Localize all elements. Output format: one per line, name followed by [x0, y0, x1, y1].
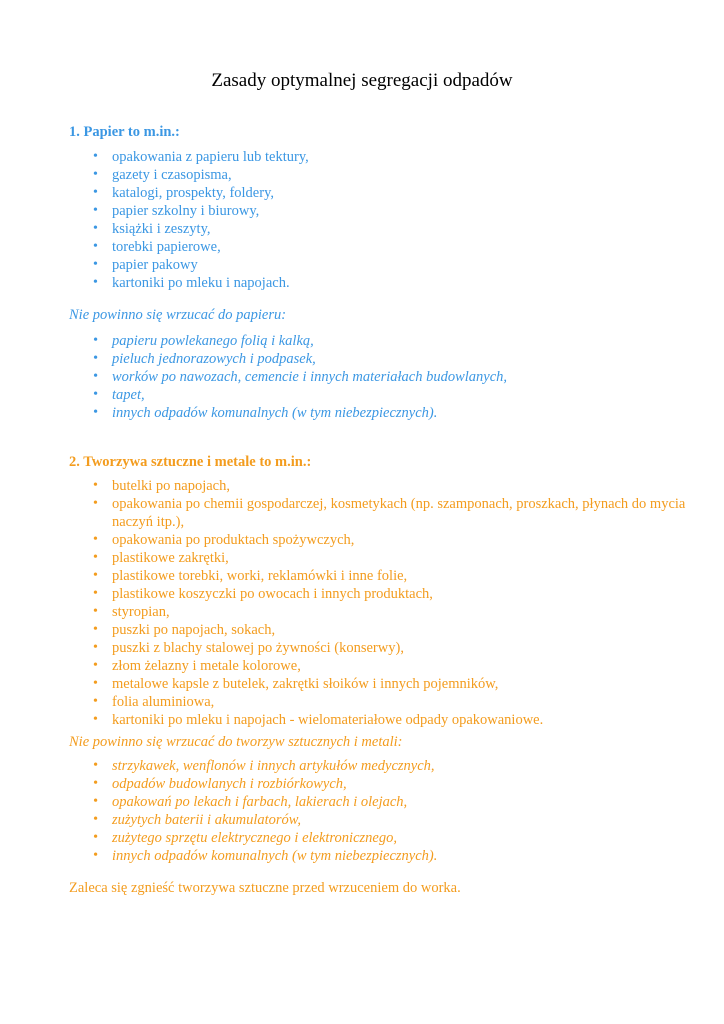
- list-item: • puszki po napojach, sokach,: [93, 622, 276, 638]
- bullet-icon: •: [93, 496, 98, 511]
- bullet-icon: •: [93, 848, 98, 863]
- list-item: • kartoniki po mleku i napojach - wielomateriałowe odpady opakowaniowe.: [93, 712, 544, 728]
- plastic-not-list-block: [69, 757, 694, 865]
- bullet-icon: •: [93, 221, 98, 236]
- bullet-icon: •: [93, 568, 98, 583]
- list-item: • papier pakowy: [93, 257, 198, 273]
- list-item: • butelki po napojach,: [93, 478, 230, 494]
- list-item: • katalogi, prospekty, foldery,: [93, 185, 275, 201]
- bullet-icon: •: [93, 604, 98, 619]
- list-item: • złom żelazny i metale kolorowe,: [93, 658, 301, 674]
- bullet-icon: •: [93, 185, 98, 200]
- bullet-icon: •: [93, 712, 98, 727]
- bullet-icon: •: [93, 532, 98, 547]
- plastic-footer-block: [69, 879, 694, 897]
- list-item: • papieru powlekanego folią i kalką,: [93, 333, 314, 349]
- bullet-icon: •: [93, 622, 98, 637]
- list-item: • opakowania z papieru lub tektury,: [93, 149, 309, 165]
- paper-heading-block: [69, 123, 694, 141]
- paper-list-block: [69, 148, 694, 292]
- list-item: • metalowe kapsle z butelek, zakrętki słoików i innych pojemników,: [93, 676, 499, 692]
- list-item: • opakowania po chemii gospodarczej, kosmetykach (np. szamponach, proszkach, płynach do mycia naczyń itp.),: [93, 496, 686, 530]
- bullet-icon: •: [93, 405, 98, 420]
- bullet-icon: •: [93, 478, 98, 493]
- list-item: • papier szkolny i biurowy,: [93, 203, 260, 219]
- paper-not-list: [69, 332, 694, 422]
- plastic-footer-note: Zaleca się zgnieść tworzywa sztuczne przed wrzuceniem do worka.: [69, 880, 461, 896]
- bullet-icon: •: [93, 830, 98, 845]
- bullet-icon: •: [93, 333, 98, 348]
- bullet-icon: •: [93, 550, 98, 565]
- list-item: • styropian,: [93, 604, 170, 620]
- bullet-icon: •: [93, 369, 98, 384]
- list-item: • worków po nawozach, cemencie i innych materiałach budowlanych,: [93, 369, 508, 385]
- plastic-not-list: [69, 757, 694, 865]
- bullet-icon: •: [93, 794, 98, 809]
- bullet-icon: •: [93, 203, 98, 218]
- bullet-icon: •: [93, 257, 98, 272]
- bullet-icon: •: [93, 658, 98, 673]
- plastic-heading: 2. Tworzywa sztuczne i metale to m.in.:: [69, 454, 312, 470]
- list-item: • puszki z blachy stalowej po żywności (konserwy),: [93, 640, 404, 656]
- list-item: • innych odpadów komunalnych (w tym niebezpiecznych).: [93, 848, 438, 864]
- bullet-icon: •: [93, 167, 98, 182]
- plastic-not-heading: Nie powinno się wrzucać do tworzyw sztucznych i metali:: [69, 734, 403, 750]
- list-item: • plastikowe torebki, worki, reklamówki i inne folie,: [93, 568, 408, 584]
- bullet-icon: •: [93, 149, 98, 164]
- list-item: • książki i zeszyty,: [93, 221, 211, 237]
- list-item: • odpadów budowlanych i rozbiórkowych,: [93, 776, 347, 792]
- bullet-icon: •: [93, 640, 98, 655]
- list-item: • plastikowe koszyczki po owocach i innych produktach,: [93, 586, 433, 602]
- list-item: • opakowania po produktach spożywczych,: [93, 532, 355, 548]
- list-item: • gazety i czasopisma,: [93, 167, 232, 183]
- list-item: • innych odpadów komunalnych (w tym niebezpiecznych).: [93, 405, 438, 421]
- bullet-icon: •: [93, 758, 98, 773]
- list-item: • torebki papierowe,: [93, 239, 221, 255]
- paper-list: [69, 148, 694, 292]
- bullet-icon: •: [93, 275, 98, 290]
- plastic-list-block: [69, 477, 694, 729]
- list-item: • pieluch jednorazowych i podpasek,: [93, 351, 316, 367]
- paper-not-list-block: [69, 332, 694, 422]
- list-item: • strzykawek, wenflonów i innych artykułów medycznych,: [93, 758, 435, 774]
- page-title: Zasady optymalnej segregacji odpadów: [211, 70, 513, 91]
- list-item: • tapet,: [93, 387, 145, 403]
- paper-not-heading-block: [69, 306, 694, 324]
- bullet-icon: •: [93, 694, 98, 709]
- paper-heading: 1. Papier to m.in.:: [69, 124, 180, 140]
- bullet-icon: •: [93, 676, 98, 691]
- bullet-icon: •: [93, 239, 98, 254]
- list-item: • opakowań po lekach i farbach, lakierach i olejach,: [93, 794, 408, 810]
- bullet-icon: •: [93, 351, 98, 366]
- list-item: • zużytego sprzętu elektrycznego i elektronicznego,: [93, 830, 397, 846]
- plastic-heading-block: [69, 453, 694, 471]
- list-item: • plastikowe zakrętki,: [93, 550, 229, 566]
- bullet-icon: •: [93, 387, 98, 402]
- list-item: • folia aluminiowa,: [93, 694, 215, 710]
- bullet-icon: •: [93, 776, 98, 791]
- list-item: • kartoniki po mleku i napojach.: [93, 275, 290, 291]
- plastic-not-heading-block: [69, 733, 694, 751]
- bullet-icon: •: [93, 586, 98, 601]
- plastic-list: [69, 477, 694, 729]
- paper-not-heading: Nie powinno się wrzucać do papieru:: [69, 307, 287, 323]
- list-item: • zużytych baterii i akumulatorów,: [93, 812, 302, 828]
- bullet-icon: •: [93, 812, 98, 827]
